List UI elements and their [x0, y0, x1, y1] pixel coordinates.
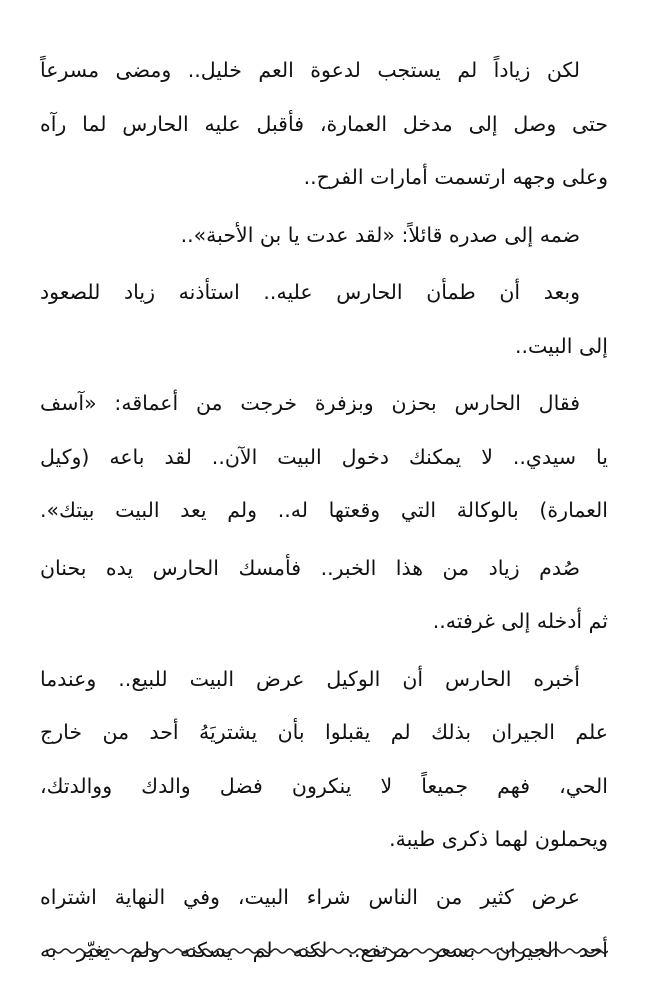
paragraph-4 [40, 377, 608, 538]
text-line: فقال الحارس بحزن وبزفرة خرجت من أعماقه: «آسف [40, 391, 580, 415]
text-line: أحد الجيران بسعر مرتفع.. لكنه لم يسكنه ولم يغيّر به [40, 938, 608, 962]
text-line: وعلى وجهه ارتسمت أمارات الفرح.. [303, 165, 608, 189]
text-line: لكن زياداً لم يستجب لدعوة العم خليل.. ومضى مسرعاً [40, 58, 580, 82]
text-line: حتى وصل إلى مدخل العمارة، فأقبل عليه الحارس لما رآه [40, 111, 608, 136]
text-line: يا سيدي.. لا يمكنك دخول البيت الآن.. لقد باعه (وكيل [40, 444, 608, 469]
wavy-divider-line [48, 944, 608, 958]
text-line: إلى البيت.. [514, 333, 608, 358]
paragraph-5 [40, 542, 608, 649]
text-line: أخبره الحارس أن الوكيل عرض البيت للبيع.. وعندما [40, 666, 580, 691]
paragraph-7 [40, 871, 608, 978]
text-line: صُدم زياد من هذا الخبر.. فأمسك الحارس يده بحنان [40, 555, 580, 580]
text-line: علم الجيران بذلك لم يقبلوا بأن يشتريَهُ أحد من خارج [40, 720, 608, 744]
paragraph-1 [40, 44, 608, 205]
text-line: وبعد أن طمأن الحارس عليه.. استأذنه زياد للصعود [40, 280, 580, 304]
text-line: ثم أدخله إلى غرفته.. [432, 609, 608, 633]
text-line: ضمه إلى صدره قائلاً: «لقد عدت يا بن الأحبة».. [180, 222, 580, 247]
paragraph-6 [40, 653, 608, 867]
paragraph-2 [40, 209, 608, 263]
text-line: عرض كثير من الناس شراء البيت، وفي النهاية اشتراه [40, 884, 580, 909]
text-line: ويحملون لهما ذكرى طيبة. [389, 827, 608, 851]
book-page-text [40, 44, 608, 982]
text-line: الحي، فهم جميعاً لا ينكرون فضل والدك ووالدتك، [40, 773, 608, 798]
text-line: العمارة) بالوكالة التي وقعتها له.. ولم يعد البيت بيتك». [40, 498, 608, 522]
paragraph-3 [40, 266, 608, 373]
